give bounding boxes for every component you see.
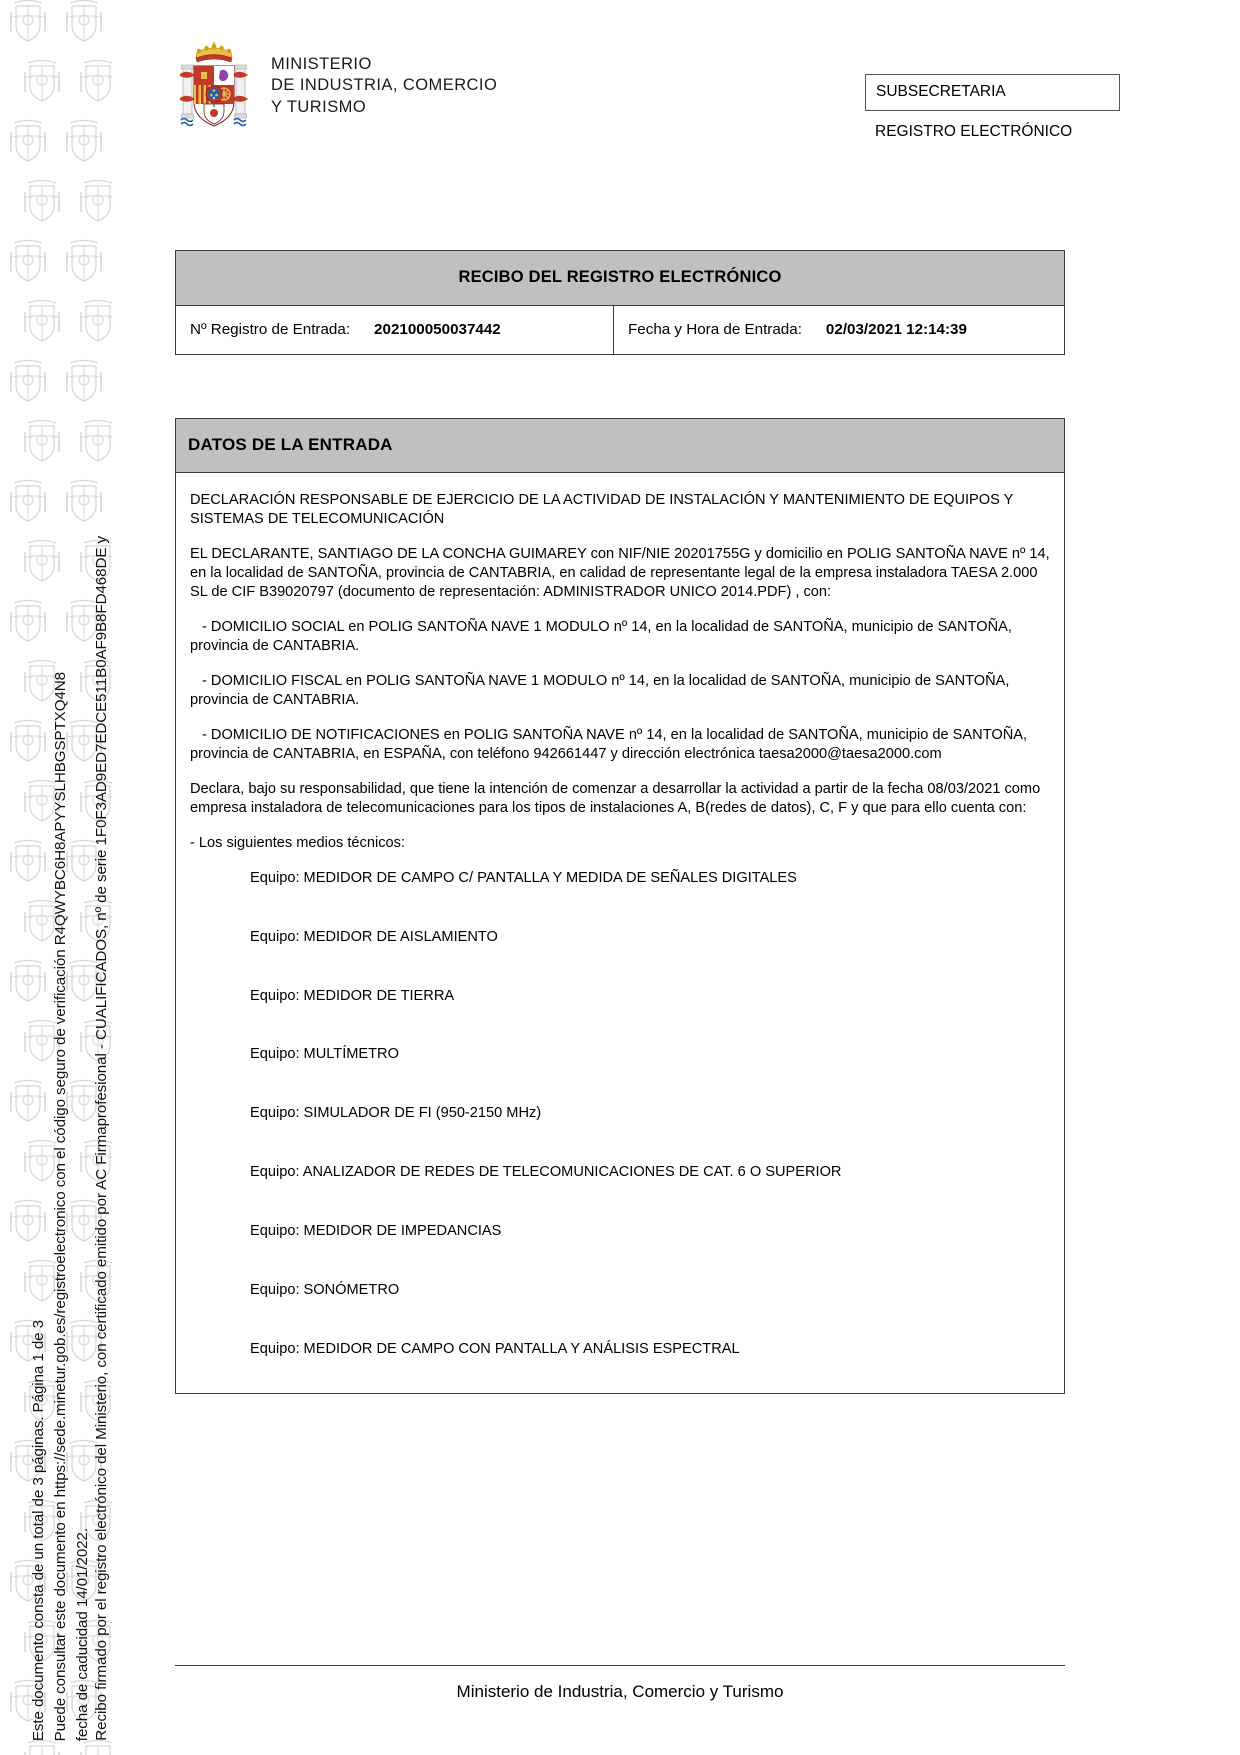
footer-text: Ministerio de Industria, Comercio y Turismo — [456, 1682, 784, 1701]
footer-divider — [175, 1665, 1065, 1666]
entry-datetime-cell — [614, 306, 1064, 354]
equipment-item: Equipo: MEDIDOR DE IMPEDANCIAS — [250, 1223, 502, 1240]
declarant-paragraph: EL DECLARANTE, SANTIAGO DE LA CONCHA GUIMAREY con NIF/NIE 20201755G y domicilio en POLIG SANTOÑA NAVE nº 14, en la localidad de SANTOÑA, provincia de CANTABRIA, en calidad de representante legal de la empresa instaladora TAESA 2.000 SL de CIF B39020797 (documento de representación: ADMINISTRADOR UNICO 2014.PDF) , con: — [190, 545, 1050, 600]
equipment-item: Equipo: MEDIDOR DE AISLAMIENTO — [250, 928, 498, 945]
document-page — [112, 0, 1240, 1755]
ministry-name — [271, 54, 497, 118]
subsecretaria-box: SUBSECRETARIA — [865, 74, 1120, 111]
equipment-list — [190, 869, 1050, 1360]
equipment-item: Equipo: MEDIDOR DE CAMPO CON PANTALLA Y ANÁLISIS ESPECTRAL — [250, 1341, 740, 1358]
entry-data-body — [176, 473, 1064, 1393]
domicilio-fiscal-paragraph: - DOMICILIO FISCAL en POLIG SANTOÑA NAVE 1 MODULO nº 14, en la localidad de SANTOÑA, municipio de SANTOÑA, provincia de CANTABRIA. — [190, 672, 1010, 708]
equipment-item: Equipo: ANALIZADOR DE REDES DE TELECOMUNICACIONES DE CAT. 6 O SUPERIOR — [250, 1164, 842, 1181]
declara-paragraph: Declara, bajo su responsabilidad, que tiene la intención de comenzar a desarrollar la actividad a partir de la fecha 08/03/2021 como empresa instaladora de telecomunicaciones para los tipos de instalaciones A, B(redes de datos), C, F y que para ello cuenta con: — [190, 780, 1041, 816]
signature-watermark-strip — [0, 0, 112, 1755]
domicilio-notificaciones-paragraph: - DOMICILIO DE NOTIFICACIONES en POLIG SANTOÑA NAVE nº 14, en la localidad de SANTOÑA, municipio de SANTOÑA, provincia de CANTABRIA, en ESPAÑA, con teléfono 942661447 y dirección electrónica taesa2000@taesa2000.com — [190, 726, 1028, 762]
medios-tecnicos-paragraph: - Los siguientes medios técnicos: — [190, 834, 405, 851]
entry-datetime-label: Fecha y Hora de Entrada: — [628, 321, 802, 338]
document-header — [175, 38, 1175, 158]
receipt-title: RECIBO DEL REGISTRO ELECTRÓNICO — [176, 251, 1064, 306]
equipment-item: Equipo: SONÓMETRO — [250, 1282, 400, 1299]
signature-line-3: Puede consultar este documento en https://sede.minetur.gob.es/registroelectronico con el código seguro de verificación R4QWYBC6H8APYYSLHBGSPTXQ4N8 — [52, 671, 69, 1741]
signature-line-4: Este documento consta de un total de 3 páginas. Página 1 de 3 — [30, 1319, 47, 1741]
receipt-table — [175, 250, 1065, 355]
equipment-item: Equipo: SIMULADOR DE FI (950-2150 MHz) — [250, 1105, 542, 1122]
ministry-line-1: MINISTERIO — [271, 54, 372, 73]
spain-coat-of-arms-icon — [175, 38, 253, 134]
entry-data-title: DATOS DE LA ENTRADA — [176, 419, 1064, 473]
equipment-item: Equipo: MEDIDOR DE CAMPO C/ PANTALLA Y MEDIDA DE SEÑALES DIGITALES — [250, 869, 797, 886]
domicilio-social-paragraph: - DOMICILIO SOCIAL en POLIG SANTOÑA NAVE 1 MODULO nº 14, en la localidad de SANTOÑA, municipio de SANTOÑA, provincia de CANTABRIA. — [190, 618, 1012, 654]
registro-electronico-label: REGISTRO ELECTRÓNICO — [875, 123, 1073, 140]
ministry-logo-block — [175, 38, 497, 134]
entry-number-label: Nº Registro de Entrada: — [190, 321, 351, 338]
entry-number-cell — [176, 306, 614, 354]
entry-number-value: 202100050037442 — [374, 321, 501, 338]
entry-data-panel — [175, 418, 1065, 1394]
equipment-item: Equipo: MEDIDOR DE TIERRA — [250, 987, 455, 1004]
receipt-row — [176, 306, 1064, 354]
declaration-heading-paragraph: DECLARACIÓN RESPONSABLE DE EJERCICIO DE LA ACTIVIDAD DE INSTALACIÓN Y MANTENIMIENTO DE EQUIPOS Y SISTEMAS DE TELECOMUNICACIÓN — [190, 492, 1014, 527]
signature-line-1: Recibo firmado por el registro electrónico del Ministerio, con certificado emitido por AC Firmaprofesional - CUALIFICADOS, nº de serie 1F0F3AD9ED7EDCE511B0AF9B8FD468DE y — [93, 536, 110, 1741]
equipment-item: Equipo: MULTÍMETRO — [250, 1046, 399, 1063]
ministry-line-3: Y TURISMO — [271, 97, 367, 116]
signature-line-2: fecha de caducidad 14/01/2022. — [74, 1527, 91, 1741]
ministry-line-2: DE INDUSTRIA, COMERCIO — [271, 76, 498, 95]
entry-datetime-value: 02/03/2021 12:14:39 — [825, 321, 967, 338]
